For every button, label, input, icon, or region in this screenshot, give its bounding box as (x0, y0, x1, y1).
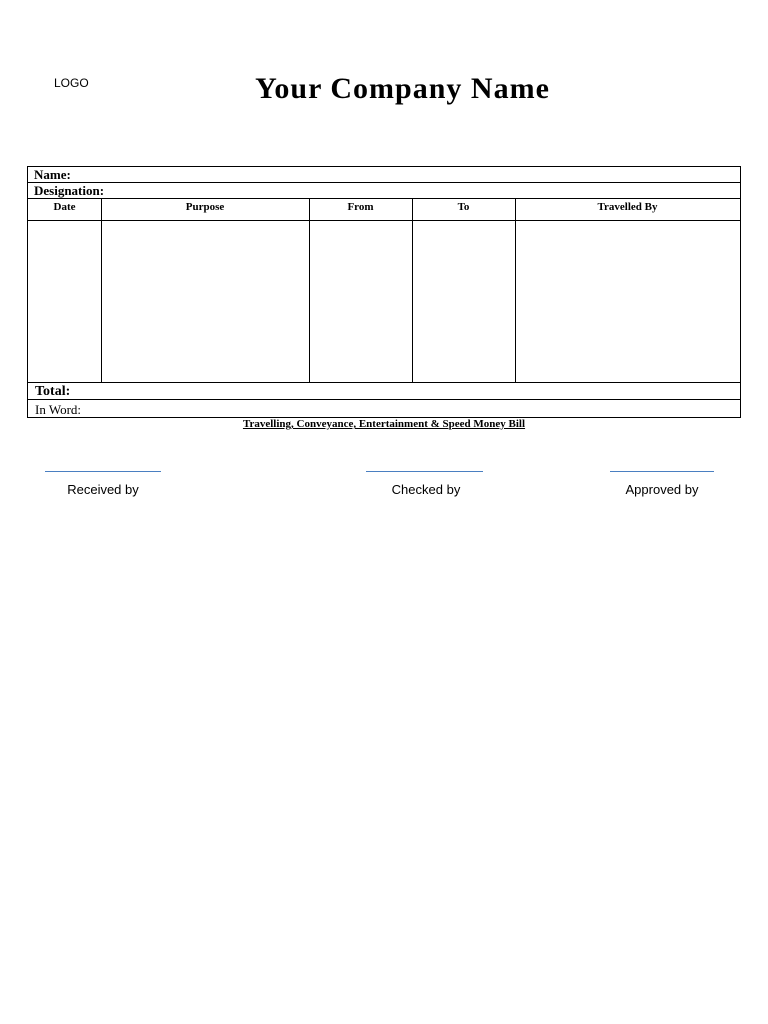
name-label: Name: (34, 167, 71, 182)
expense-form-table (27, 166, 741, 418)
in-word-label: In Word: (35, 402, 82, 417)
checked-by-label: Checked by (391, 482, 461, 497)
company-name: Your Company Name (255, 72, 550, 105)
total-label: Total: (35, 384, 71, 399)
column-header-purpose: Purpose (185, 201, 225, 213)
column-header-date: Date (53, 201, 76, 213)
column-header-from: From (347, 201, 374, 213)
column-header-travelled-by: Travelled By (597, 201, 658, 213)
row-divider (28, 220, 740, 221)
received-by-signature-line (45, 471, 161, 472)
column-divider (309, 198, 310, 383)
received-by-label: Received by (67, 482, 139, 497)
row-divider (28, 399, 740, 400)
column-divider (412, 198, 413, 383)
column-header-to: To (457, 201, 470, 213)
bill-title: Travelling, Conveyance, Entertainment & Speed Money Bill (242, 418, 526, 430)
approved-by-signature-line (610, 471, 714, 472)
logo: LOGO (54, 76, 89, 90)
designation-label: Designation: (34, 183, 105, 198)
checked-by-signature-line (366, 471, 483, 472)
column-divider (101, 198, 102, 383)
row-divider (28, 382, 740, 383)
row-divider (28, 198, 740, 199)
row-divider (28, 182, 740, 183)
approved-by-label: Approved by (625, 482, 699, 497)
column-divider (515, 198, 516, 383)
